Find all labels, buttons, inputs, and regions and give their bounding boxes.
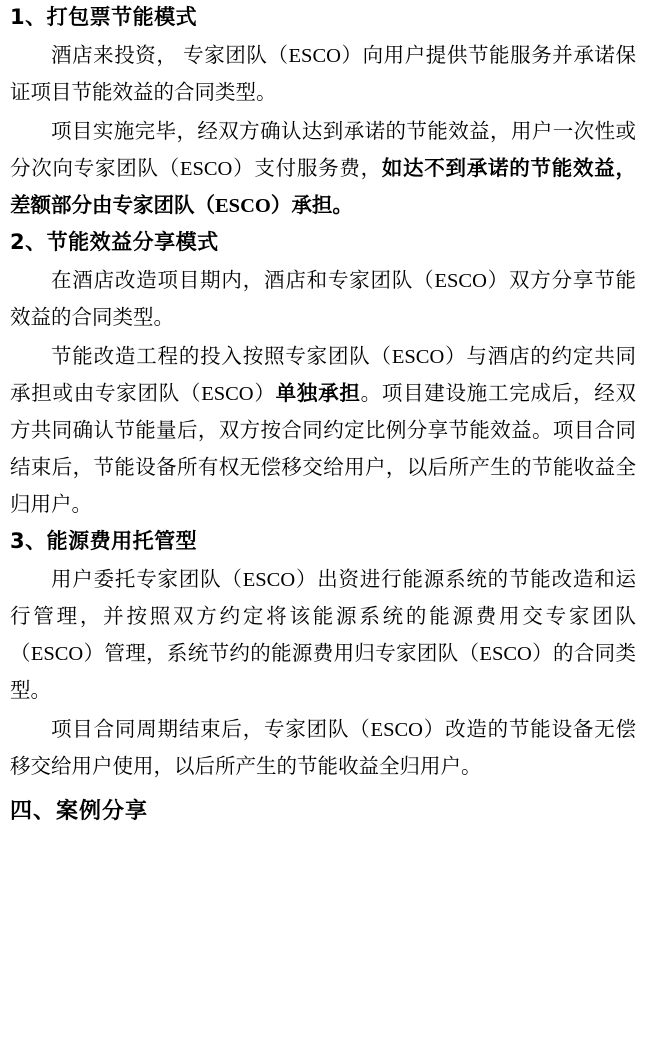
body-text: 酒店来投资， 专家团队（ESCO）向用户提供节能服务并承诺保证项目节能效益的合同类型。 — [10, 45, 636, 104]
section-1 — [10, 0, 636, 225]
section-1-heading: 1、打包票节能模式 — [10, 5, 198, 29]
body-text: 在酒店改造项目期内，酒店和专家团队（ESCO）双方分享节能效益的合同类型。 — [10, 270, 636, 329]
body-text: 节能改造工程的投入按照专家团队（ESCO）与酒店的约定共同承担或由专家团队（ESCO） — [10, 346, 636, 405]
emphasis-text: 单独承担 — [275, 383, 361, 405]
section-3-heading: 3、能源费用托管型 — [10, 529, 198, 553]
section-2-paragraph-2 — [10, 339, 636, 524]
section-1-paragraph-1 — [10, 38, 636, 112]
emphasis-text: 如达不到承诺的节能效益，差额部分由专家团队（ESCO）承担。 — [10, 158, 636, 217]
body-text: 项目实施完毕，经双方确认达到承诺的节能效益，用户一次性或分次向专家团队（ESCO）支付服务费， — [10, 121, 636, 180]
section-3 — [10, 524, 636, 786]
body-text: 项目合同周期结束后，专家团队（ESCO）改造的节能设备无偿移交给用户使用，以后所产生的节能收益全归用户。 — [10, 719, 636, 778]
section-2-heading: 2、节能效益分享模式 — [10, 230, 219, 254]
section-1-paragraph-2 — [10, 114, 636, 225]
body-text: 用户委托专家团队（ESCO）出资进行能源系统的节能改造和运行管理，并按照双方约定将该能源系统的能源费用交专家团队（ESCO）管理，系统节约的能源费用归专家团队（ESCO）的合同类型。 — [10, 569, 636, 702]
body-text: 。项目建设施工完成后，经双方共同确认节能量后，双方按合同约定比例分享节能效益。项目合同结束后，节能设备所有权无偿移交给用户，以后所产生的节能收益全归用户。 — [10, 383, 637, 516]
section-2-paragraph-1 — [10, 263, 636, 337]
section-3-paragraph-2 — [10, 712, 636, 786]
case-sharing-heading: 四、案例分享 — [10, 799, 149, 824]
section-2 — [10, 225, 636, 524]
section-3-paragraph-1 — [10, 562, 636, 710]
